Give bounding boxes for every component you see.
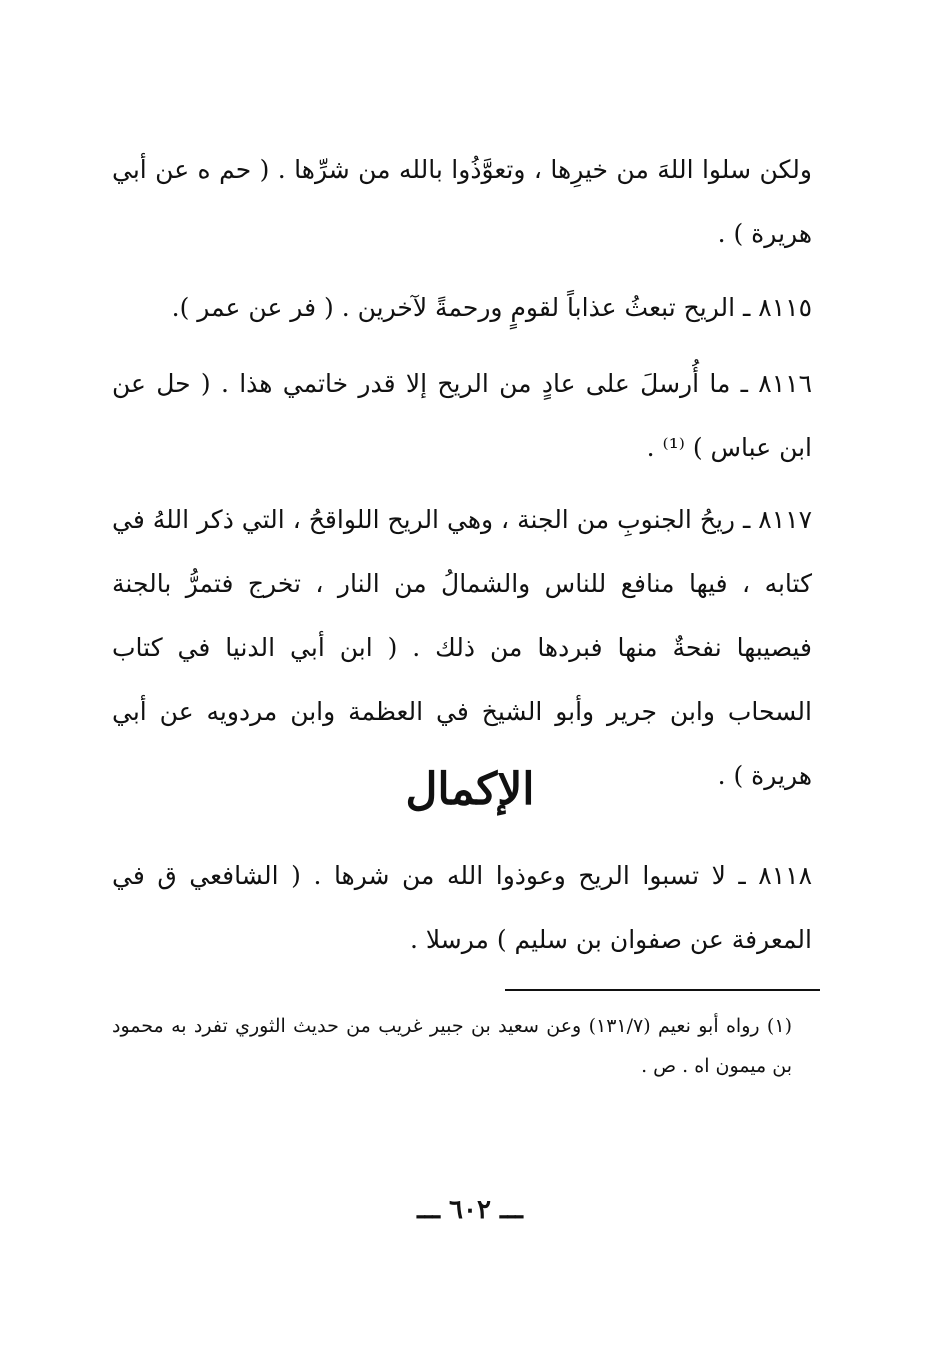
page-number: ـــ ٦٠٢ ـــ [417, 1195, 523, 1225]
footnote-divider [505, 989, 820, 991]
hadith-8115: ٨١١٥ ـ الريح تبعثُ عذاباً لقومٍ ورحمةً لآخرين . ( فر عن عمر ). [171, 293, 812, 322]
section-heading: الإكمال [405, 764, 535, 815]
hadith-8117: ٨١١٧ ـ ريحُ الجنوبِ من الجنة ، وهي الريح اللواقحُ ، التي ذكر اللهُ في كتابه ، فيها منافع للناس والشمالُ من النار ، تخرج فتمرُّ بالجنة فيصيبها نفحةٌ منها فبردها من ذلك . ( ابن أبي الدنيا في كتاب السحاب وابن جرير وأبو الشيخ في العظمة وابن مردويه عن أبي هريرة ) . [112, 505, 812, 790]
hadith-8118: ٨١١٨ ـ لا تسبوا الريح وعوذوا الله من شرها . ( الشافعي ق في المعرفة عن صفوان بن سليم ) مرسلا . [112, 861, 812, 954]
hadith-8116: ٨١١٦ ـ ما أُرسلَ على عادٍ من الريح إلا قدر خاتمي هذا . ( حل عن ابن عباس ) ⁽¹⁾ . [112, 369, 812, 462]
footnote: (١) رواه أبو نعيم (١٣١/٧) وعن سعيد بن جبير غريب من حديث الثوري تفرد به محمود بن ميمون اه . ص . [112, 1015, 792, 1077]
hadith-continuation: ولكن سلوا اللهَ من خيرِها ، وتعوَّذُوا بالله من شرِّها . ( حم ه عن أبي هريرة ) . [112, 155, 812, 248]
